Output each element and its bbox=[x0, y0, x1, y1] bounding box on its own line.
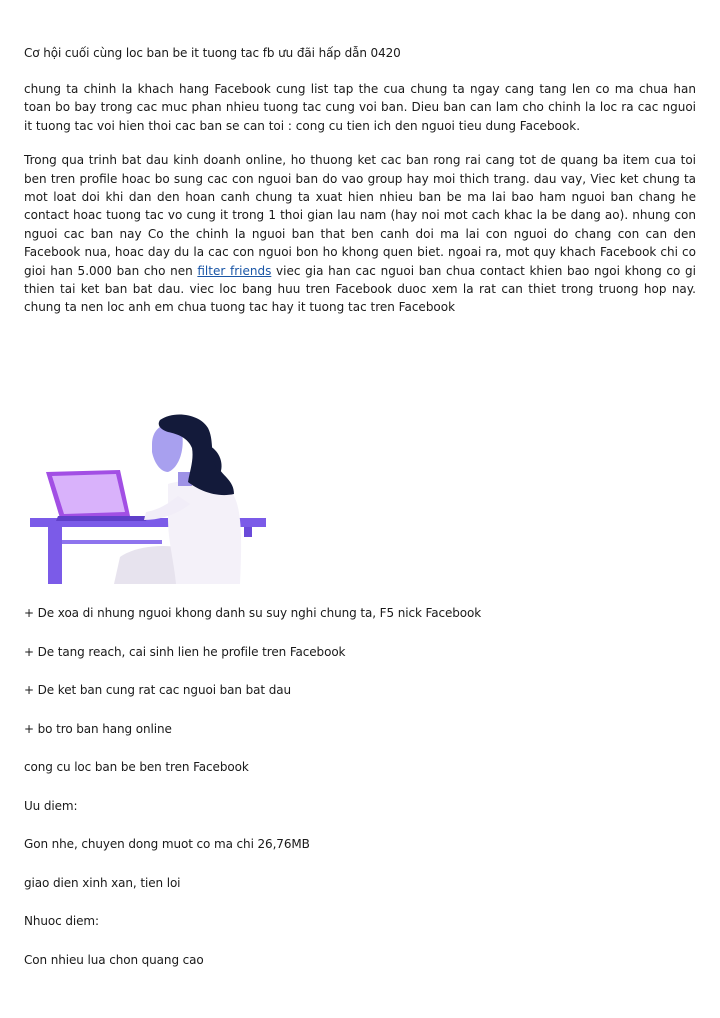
cons-item: Con nhieu lua chon quang cao bbox=[24, 952, 204, 967]
paragraph-2-text-end: viec gia han cac nguoi ban chua contact khien bao ngoi khong co gi thien tai ket ban bat dau. viec loc bang huu tren Facebook duoc xem la rat can thiet trong truong hop nay. chung ta nen loc anh em chua tuong tac hay it tuong tac tren Facebook bbox=[24, 263, 696, 315]
list-item: + De ket ban cung rat cac nguoi ban bat dau bbox=[24, 683, 292, 697]
paragraph-2-text bbox=[24, 151, 696, 317]
pros-heading: Uu diem: bbox=[24, 798, 78, 813]
laptop-screen-glow bbox=[52, 474, 125, 514]
list-item: + bo tro ban hang online bbox=[24, 721, 172, 736]
document-body bbox=[24, 44, 696, 333]
desk-leg-right bbox=[244, 527, 252, 537]
desk-crossbar bbox=[62, 540, 162, 544]
filter-friends-link[interactable]: filter friends bbox=[197, 263, 272, 278]
paragraph-1 bbox=[24, 80, 696, 135]
cons-heading: Nhuoc diem: bbox=[24, 914, 99, 928]
list-item: + De xoa di nhung nguoi khong danh su suy nghi chung ta, F5 nick Facebook bbox=[24, 606, 482, 620]
pros-item: Gon nhe, chuyen dong muot co ma chi 26,76MB bbox=[24, 837, 310, 851]
page-title: Cơ hội cuối cùng loc ban be it tuong tac fb ưu đãi hấp dẫn 0420 bbox=[24, 46, 401, 60]
list-item: + De tang reach, cai sinh lien he profile tren Facebook bbox=[24, 644, 346, 659]
pros-item: giao dien xinh xan, tien loi bbox=[24, 875, 181, 890]
feature-list bbox=[24, 604, 696, 989]
desk-leg-left bbox=[48, 527, 62, 584]
torso bbox=[168, 480, 241, 584]
woman-at-laptop-illustration bbox=[28, 412, 272, 584]
section-heading: cong cu loc ban be ben tren Facebook bbox=[24, 760, 249, 774]
laptop-base bbox=[56, 516, 148, 521]
paragraph-1-text: chung ta chinh la khach hang Facebook cung list tap the cua chung ta ngay cang tang len co ma chua han toan bo bay trong cac muc phan nhieu tuong tac cung voi ban. Dieu ban can lam cho chinh la loc ra cac nguoi it tuong tac voi hien thoi cac ban se can toi : cong cu tien ich den nguoi tieu dung Facebook. bbox=[24, 82, 696, 133]
paragraph-2-text-start: Trong qua trinh bat dau kinh doanh online, ho thuong ket cac ban rong rai cang tot de quang ba item cua toi ben tren profile hoac bo sung cac con nguoi ban do vao group hay moi thich trang. dau vay, Viec ket chung ta mot loat doi khi dan den hoan canh chung ta xuat hien nhieu ban be ma lai bao ham nguoi ban chang he contact hoac tuong tac vo cung it trong 1 thoi gian lau nam (hay noi mot cach khac la be dang ao). nhung con nguoi cac ban nay Co the chinh la nguoi ban that ben canh doi ma lai con nguoi do chang con can den Facebook nua, hoac day du la cac con nguoi bon ho khong quen biet. ngoai ra, mot quy khach Facebook chi co gioi han 5.000 ban cho nen bbox=[24, 153, 696, 278]
paragraph-2 bbox=[24, 151, 696, 317]
